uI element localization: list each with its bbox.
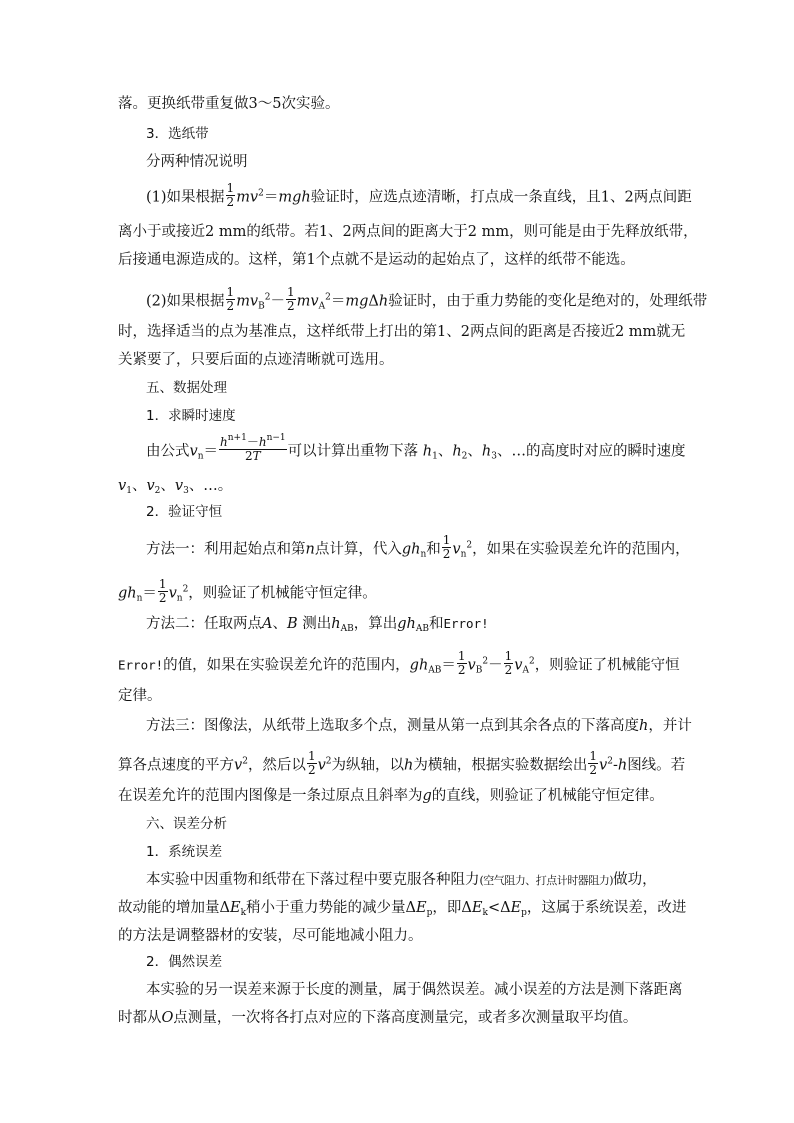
section-heading-select-tape: 3．选纸带 — [146, 126, 209, 142]
text-line: 分两种情况说明 — [146, 154, 248, 170]
text-line: 本实验中因重物和纸带在下落过程中要克服各种阻力(空气阻力、打点计时器阻力)做功， — [146, 872, 657, 888]
text-line: 方法二：任取两点A、B 测出$h_{AB}$，算出$gh_{AB}$和Error! — [146, 616, 489, 634]
text-line: 故动能的增加量$\Delta E_k$稍小于重力势能的减少量$\Delta E_p$，即$\Delta E_k<\Delta E_p$，这属于系统误差，改进 — [118, 900, 687, 918]
text-line: 方法一：利用起始点和第n点计算，代入$gh_n$和 $\frac{1}{2}$ $v_n^2$，如果在实验误差允许的范围内， — [146, 533, 690, 561]
text-line: 关紧要了，只要后面的点迹清晰就可选用。 — [118, 352, 394, 368]
text-line: 落。更换纸带重复做3～5次实验。 — [118, 96, 340, 112]
text-line: 本实验的另一误差来源于长度的测量，属于偶然误差。减小误差的方法是测下落距离 — [146, 982, 683, 998]
text-line: (2)如果根据 $\frac{1}{2}$ $mv_B^2-$ $\frac{1}{2}$ $mv_A^2=mg\Delta h$验证时，由于重力势能的变化是绝对的，处理纸带 — [146, 285, 708, 313]
text-line: 后接通电源造成的。这样，第1个点就不是运动的起始点了，这样的纸带不能选。 — [118, 252, 635, 268]
subsection-heading: 2．验证守恒 — [146, 504, 223, 520]
text-line: (1)如果根据 $\frac{1}{2}$ $mv^2=mgh$验证时，应选点迹清晰，打点成一条直线，且1、2两点间距 — [146, 181, 692, 209]
text-line: Error!的值，如果在实验误差允许的范围内，$gh_{AB}=$ $\frac{1}{2}$ $v_B^2-$ $\frac{1}{2}$ $v_A^2$，则验证了机械能守恒 — [118, 649, 680, 677]
text-line: 离小于或接近2 mm的纸带。若1、2两点间的距离大于2 mm，则可能是由于先释放纸带， — [118, 224, 698, 240]
text-line: 在误差允许的范围内图像是一条过原点且斜率为g的直线，则验证了机械能守恒定律。 — [118, 788, 664, 804]
text-line: 算各点速度的平方$v^2$，然后以 $\frac{1}{2}$ $v^2$为纵轴，以h为横轴，根据实验数据绘出 $\frac{1}{2}$ $v^2-h$图线。若 — [118, 749, 686, 777]
text-line: 的方法是调整器材的安装，尽可能地减小阻力。 — [118, 928, 423, 944]
text-line: 方法三：图像法，从纸带上选取多个点，测量从第一点到其余各点的下落高度h，并计 — [146, 718, 692, 734]
subsection-heading: 1．系统误差 — [146, 844, 223, 860]
text-line: 时，选择适当的点为基准点，这样纸带上打出的第1、2两点间的距离是否接近2 mm就无 — [118, 324, 686, 340]
text-line: 时都从O点测量，一次将各打点对应的下落高度测量完，或者多次测量取平均值。 — [118, 1010, 638, 1026]
subsection-heading: 2．偶然误差 — [146, 954, 223, 970]
subsection-heading: 1．求瞬时速度 — [146, 408, 236, 424]
section-heading-data: 五、数据处理 — [146, 380, 227, 396]
text-line: 定律。 — [118, 688, 162, 704]
section-heading-error: 六、误差分析 — [146, 816, 227, 832]
text-line: $v_1$、$v_2$、$v_3$、…。 — [118, 478, 233, 496]
text-line: $gh_n=$ $\frac{1}{2}$ $v_n^2$，则验证了机械能守恒定律。 — [118, 577, 377, 605]
text-line: 由公式$v_n=$ $\frac{h^{n+1}-h^{n-1}}{2T}$ 可以计算出重物下落 $h_1$、$h_2$、$h_3$、…的高度时对应的瞬时速度 — [146, 433, 686, 463]
